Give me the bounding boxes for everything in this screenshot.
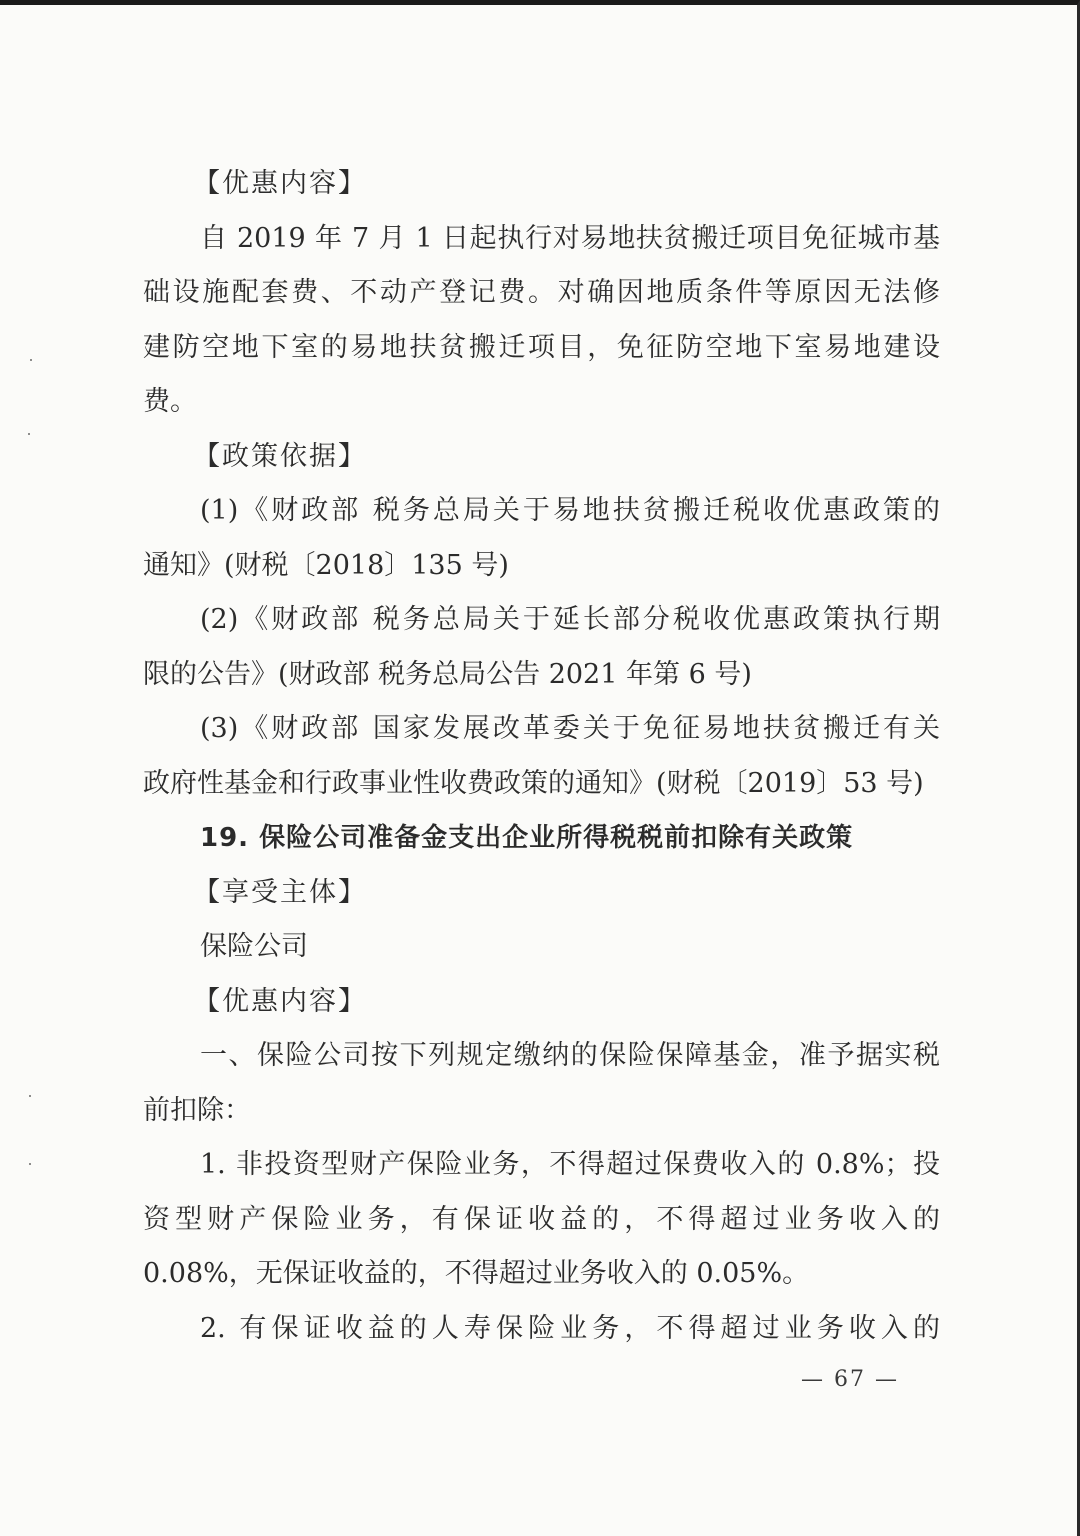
- paragraph-line: 建防空地下室的易地扶贫搬迁项目，免征防空地下室易地建设: [143, 331, 940, 363]
- paragraph-line: 一、保险公司按下列规定缴纳的保险保障基金，准予据实税: [200, 1040, 940, 1071]
- policy-reference-line: (1)《财政部 税务总局关于易地扶贫搬迁税收优惠政策的: [200, 495, 940, 526]
- section-heading-preferential-content: 【优惠内容】: [193, 168, 367, 199]
- paragraph-line: 资型财产保险业务，有保证收益的，不得超过业务收入的: [143, 1203, 940, 1235]
- paragraph-line: 0.08%，无保证收益的，不得超过业务收入的 0.05%。: [143, 1258, 810, 1289]
- section-heading-policy-basis: 【政策依据】: [193, 440, 367, 472]
- paragraph-line: 自 2019 年 7 月 1 日起执行对易地扶贫搬迁项目免征城市基: [200, 222, 940, 254]
- paragraph-line: 础设施配套费、不动产登记费。对确因地质条件等原因无法修: [143, 277, 940, 308]
- section-title-19: 19. 保险公司准备金支出企业所得税税前扣除有关政策: [200, 823, 854, 853]
- policy-reference-line: 限的公告》(财政部 税务总局公告 2021 年第 6 号): [143, 658, 752, 690]
- section-heading-preferential-content: 【优惠内容】: [193, 985, 367, 1017]
- section-heading-beneficiary: 【享受主体】: [193, 876, 367, 908]
- document-body: [143, 157, 940, 1356]
- paragraph-line: 保险公司: [200, 931, 308, 962]
- policy-reference-line: 通知》(财税〔2018〕135 号): [143, 549, 509, 581]
- scan-speck: [30, 359, 32, 361]
- paragraph-line: 费。: [143, 386, 197, 417]
- scan-speck: [28, 433, 30, 435]
- policy-reference-line: 政府性基金和行政事业性收费政策的通知》(财税〔2019〕53 号): [143, 767, 924, 799]
- policy-reference-line: (2)《财政部 税务总局关于延长部分税收优惠政策执行期: [200, 604, 940, 635]
- page-number: — 67 —: [801, 1367, 899, 1392]
- scan-speck: [29, 1163, 31, 1165]
- paragraph-line: 前扣除：: [143, 1094, 251, 1126]
- policy-reference-line: (3)《财政部 国家发展改革委关于免征易地扶贫搬迁有关: [200, 713, 940, 744]
- paragraph-line: 2. 有保证收益的人寿保险业务，不得超过业务收入的: [200, 1312, 940, 1344]
- paragraph-line: 1. 非投资型财产保险业务，不得超过保费收入的 0.8%；投: [200, 1149, 940, 1180]
- scan-speck: [29, 1095, 31, 1097]
